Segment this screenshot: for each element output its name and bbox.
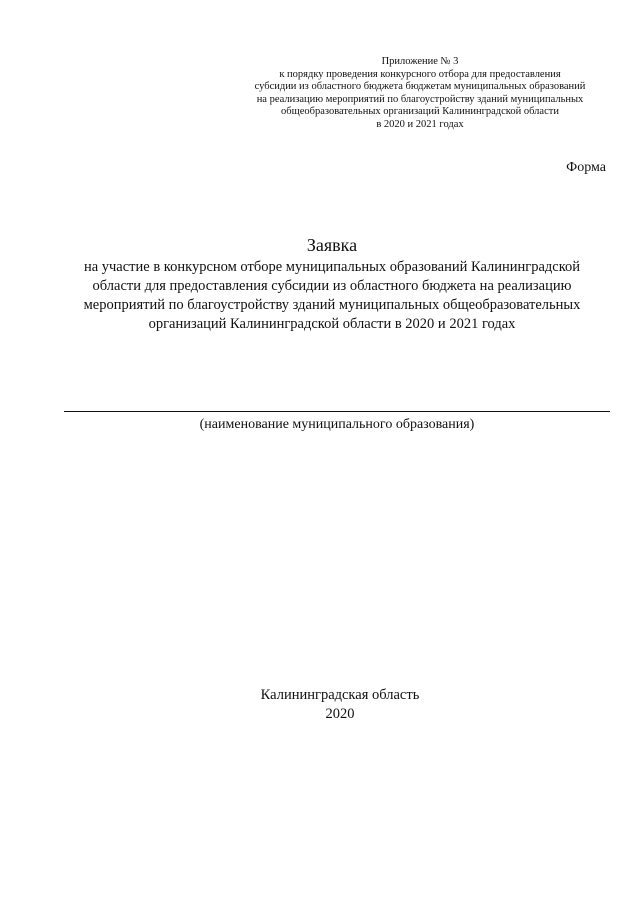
subtitle-line: области для предоставления субсидии из областного бюджета на реализацию [92, 278, 572, 294]
appendix-line: к порядку проведения конкурсного отбора для предоставления [279, 68, 561, 80]
subtitle-line: мероприятий по благоустройству зданий муниципальных общеобразовательных [83, 297, 581, 313]
footer-region: Калининградская область [260, 687, 420, 703]
footer-year: 2020 [325, 706, 355, 722]
municipality-caption: (наименование муниципального образования) [199, 417, 475, 432]
form-label: Форма [566, 160, 606, 175]
appendix-line: в 2020 и 2021 годах [376, 118, 464, 130]
document-footer [140, 686, 540, 724]
subtitle-line: организаций Калининградской области в 2020 и 2021 годах [148, 316, 516, 332]
appendix-number: Приложение № 3 [381, 56, 459, 67]
appendix-line: общеобразовательных организаций Калининградской области [281, 106, 559, 117]
subtitle-line: на участие в конкурсном отборе муниципальных образований Калининградской [83, 259, 581, 275]
appendix-line: на реализацию мероприятий по благоустройству зданий муниципальных [256, 93, 584, 105]
appendix-header [220, 56, 620, 131]
document-subtitle [40, 258, 624, 334]
municipality-fill-line[interactable] [64, 411, 610, 412]
document-title: Заявка [306, 235, 358, 255]
appendix-line: субсидии из областного бюджета бюджетам муниципальных образований [254, 81, 586, 92]
title-block [40, 234, 624, 334]
